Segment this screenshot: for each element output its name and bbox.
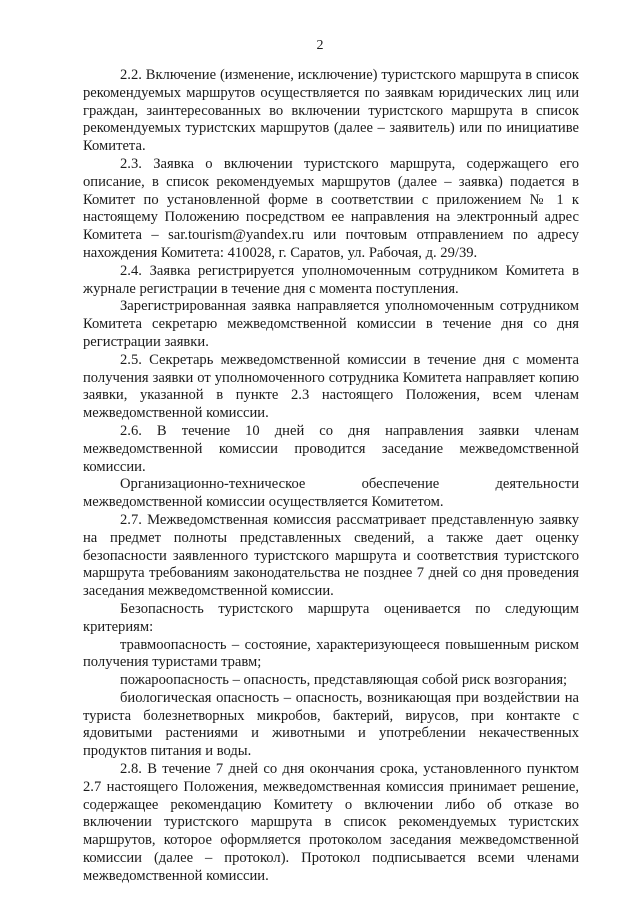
paragraph-injury-hazard: травмоопасность – состояние, характеризующееся повышенным риском получения туристами травм; (83, 636, 579, 671)
paragraph-2-3: 2.3. Заявка о включении туристского маршрута, содержащего его описание, в список рекомендуемых маршрутов (далее – заявка) подается в Комитет по установленной форме в соответствии с приложением № 1 к настоящему Положению посредством ее направления на электронный адрес Комитета – sar.tourism@yandex.ru или почтовым отправлением по адресу нахождения Комитета: 410028, г. Саратов, ул. Рабочая, д. 29/39. (83, 155, 579, 261)
paragraph-biological-hazard: биологическая опасность – опасность, возникающая при воздействии на туриста болезнетворных микробов, бактерий, вирусов, при контакте с ядовитыми растениями и животными и употреблении некачественных продуктов питания и воды. (83, 689, 579, 760)
paragraph-2-7: 2.7. Межведомственная комиссия рассматривает представленную заявку на предмет полноты представленных сведений, а также дает оценку безопасности заявленного туристского маршрута и соответствия туристского маршрута требованиям законодательства не позднее 7 дней со дня проведения заседания межведомственной комиссии. (83, 511, 579, 600)
paragraph-2-8: 2.8. В течение 7 дней со дня окончания срока, установленного пунктом 2.7 настоящего Положения, межведомственная комиссия принимает решение, содержащее рекомендацию Комитету о включении либо об отказе во включении туристского маршрута в список рекомендуемых туристских маршрутов, которое оформляется протоколом заседания межведомственной комиссии (далее – протокол). Протокол подписывается всеми членами межведомственной комиссии. (83, 761, 579, 884)
paragraph-safety-criteria-intro: Безопасность туристского маршрута оценивается по следующим критериям: (83, 600, 579, 635)
paragraph-fire-hazard: пожароопасность – опасность, представляющая собой риск возгорания; (120, 672, 568, 689)
paragraph-2-4: 2.4. Заявка регистрируется уполномоченным сотрудником Комитета в журнале регистрации в течение дня с момента поступления. (83, 262, 579, 297)
paragraph-registered-application: Зарегистрированная заявка направляется уполномоченным сотрудником Комитета секретарю межведомственной комиссии в течение дня со дня регистрации заявки. (83, 298, 579, 350)
page-number: 2 (316, 38, 324, 53)
paragraph-2-5: 2.5. Секретарь межведомственной комиссии в течение дня с момента получения заявки от уполномоченного сотрудника Комитета направляет копию заявки, указанной в пункте 2.3 настоящего Положения, всем членам межведомственной комиссии. (83, 351, 579, 422)
document-body (83, 67, 579, 886)
paragraph-2-6: 2.6. В течение 10 дней со дня направления заявки членам межведомственной комиссии проводится заседание межведомственной комиссии. (83, 422, 579, 475)
paragraph-organizational-support: Организационно-техническое обеспечение деятельности межведомственной комиссии осуществляется Комитетом. (83, 476, 579, 511)
paragraph-2-2: 2.2. Включение (изменение, исключение) туристского маршрута в список рекомендуемых маршрутов осуществляется по заявкам юридических лиц или граждан, заинтересованных во включении туристского маршрута в список рекомендуемых туристских маршрутов (далее – заявитель) или по инициативе Комитета. (83, 67, 579, 155)
